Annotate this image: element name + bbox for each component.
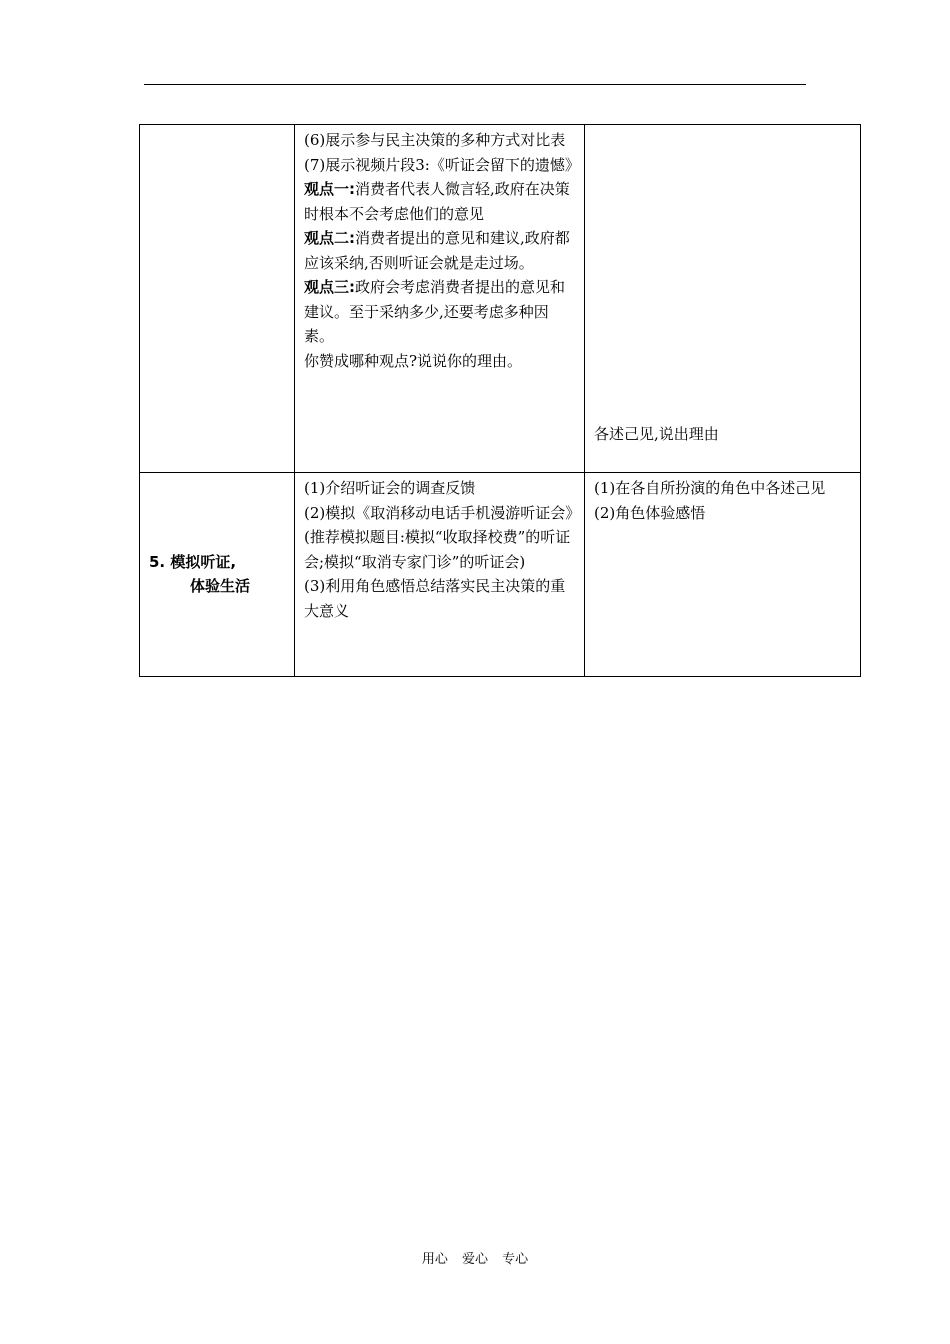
student-item-2: (2)角色体验感悟 [594, 503, 706, 522]
viewpoint-3-text: 政府会考虑消费者提出的意见和建议。至于采纳多少,还要考虑多种因素。 [304, 278, 566, 345]
stage-cell [140, 125, 295, 473]
student-activity-cell [585, 473, 861, 677]
teacher-item-7: (7)展示视频片段3:《听证会留下的遗憾》 [304, 155, 580, 174]
teacher-item-2: (2)模拟《取消移动电话手机漫游听证会》 [304, 503, 581, 522]
student-activity-cell [585, 125, 861, 473]
viewpoint-3 [304, 275, 576, 349]
table-row [140, 125, 861, 473]
page-footer: 用心 爱心 专心 [421, 1252, 529, 1267]
stage-cell [140, 473, 295, 677]
stage-title-line2: 体验生活 [190, 577, 251, 595]
viewpoint-1-label: 观点一: [304, 180, 355, 198]
student-item-1: (1)在各自所扮演的角色中各述己见 [594, 479, 826, 497]
viewpoint-2 [304, 226, 576, 275]
discussion-question: 你赞成哪种观点?说说你的理由。 [304, 351, 523, 370]
teacher-activity-cell [295, 125, 585, 473]
header-rule [144, 84, 806, 85]
recommended-topics: (推荐模拟题目:模拟“收取择校费”的听证会;模拟“取消专家门诊”的听证会) [304, 528, 571, 571]
viewpoint-1 [304, 177, 576, 226]
viewpoint-1-text: 消费者代表人微言轻,政府在决策时根本不会考虑他们的意见 [304, 180, 570, 223]
table-row [140, 473, 861, 677]
viewpoint-2-label: 观点二: [304, 229, 355, 247]
viewpoint-3-label: 观点三: [304, 278, 355, 296]
teacher-activity-cell [295, 473, 585, 677]
teacher-item-6: (6)展示参与民主决策的多种方式对比表 [304, 131, 566, 149]
viewpoint-2-text: 消费者提出的意见和建议,政府都应该采纳,否则听证会就是走过场。 [304, 229, 570, 272]
lesson-plan-table [139, 124, 861, 677]
teacher-item-1: (1)介绍听证会的调查反馈 [304, 479, 476, 497]
stage-title-line1: 5. 模拟听证, [149, 552, 237, 571]
student-activity-text: 各述己见,说出理由 [594, 424, 719, 443]
teacher-item-3: (3)利用角色感悟总结落实民主决策的重大意义 [304, 577, 566, 620]
